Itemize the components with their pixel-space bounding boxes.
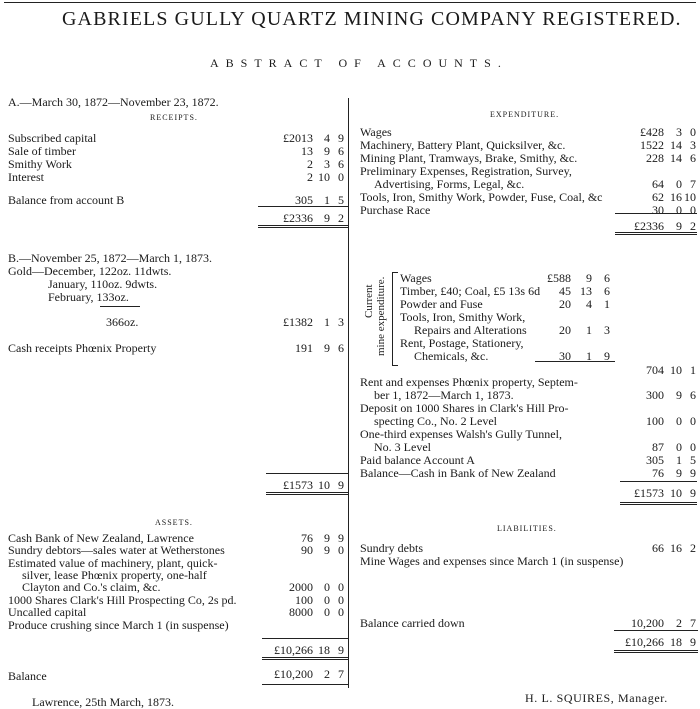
gold-total-oz: 366oz. xyxy=(106,315,139,329)
mine-expenditure-label: mine expenditure. xyxy=(375,276,387,356)
current-mine-label: Wages xyxy=(400,271,432,285)
current-mine-label: Timber, £40; Coal, £5 13s 6d xyxy=(400,284,541,298)
receipt-shillings: 10 xyxy=(318,170,330,184)
current-subtotal-pence: 1 xyxy=(690,363,696,377)
current-mine-pounds: 45 xyxy=(559,284,571,298)
receipt-label: Interest xyxy=(8,170,44,184)
other-exp-label: One-third expenses Walsh's Gully Tunnel, xyxy=(360,427,562,441)
liab-balance-shillings: 2 xyxy=(676,616,682,630)
other-exp-label: Balance—Cash in Bank of New Zealand xyxy=(360,466,556,480)
current-mine-label: Chemicals, &c. xyxy=(414,349,489,363)
footer-rule xyxy=(262,684,348,685)
liab-balance-pounds: 10,200 xyxy=(631,616,664,630)
other-exp-pence: 6 xyxy=(690,388,696,402)
gold-pounds: £1382 xyxy=(283,315,313,329)
other-exp-pence: 0 xyxy=(690,440,696,454)
receipts-total-shillings: 9 xyxy=(324,211,330,225)
b-receipts-total-rule xyxy=(266,473,348,474)
liabilities-total-rule xyxy=(614,630,698,631)
receipt-label: Subscribed capital xyxy=(8,131,97,145)
assets-total-shillings: 18 xyxy=(318,643,330,657)
expenditure-pounds: 64 xyxy=(652,177,664,191)
current-mine-pence: 6 xyxy=(604,284,610,298)
current-mine-label: Powder and Fuse xyxy=(400,297,483,311)
expenditure-total-pence: 2 xyxy=(690,219,696,233)
expenditure-label: Preliminary Expenses, Registration, Survey, xyxy=(360,164,572,178)
other-exp-pounds: 76 xyxy=(652,466,664,480)
asset-label: Sundry debtors—sales water at Wetherstones xyxy=(8,543,225,557)
expenditure-shillings: 14 xyxy=(670,151,682,165)
other-exp-pence: 9 xyxy=(690,466,696,480)
liab-total-shillings: 18 xyxy=(670,635,682,649)
expenditure-shillings: 3 xyxy=(676,125,682,139)
current-mine-shillings: 9 xyxy=(586,271,592,285)
asset-label: Estimated value of machinery, plant, quick- xyxy=(8,556,218,570)
assets-heading: ASSETS. xyxy=(155,518,193,527)
receipts-total-pence: 2 xyxy=(338,211,344,225)
current-mine-label: Repairs and Alterations xyxy=(414,323,527,337)
expenditure-pounds: 1522 xyxy=(640,138,664,152)
expenditure-total-rule xyxy=(615,213,697,214)
asset-pounds: 8000 xyxy=(289,605,313,619)
expb-total-pounds: £1573 xyxy=(634,486,664,500)
expenditure-shillings: 0 xyxy=(676,177,682,191)
expenditure-shillings: 0 xyxy=(676,203,682,217)
asset-pence: 9 xyxy=(338,531,344,545)
expenditure-pounds: 228 xyxy=(646,151,664,165)
other-exp-shillings: 0 xyxy=(676,440,682,454)
asset-label: Clayton and Co.'s claim, &c. xyxy=(22,580,161,594)
expb-total-shillings: 10 xyxy=(670,486,682,500)
current-mine-rule xyxy=(535,361,615,362)
other-exp-shillings: 9 xyxy=(676,466,682,480)
expenditure-pence: 10 xyxy=(684,190,696,204)
other-exp-label: Rent and expenses Phœnix property, Septem- xyxy=(360,375,578,389)
other-exp-label: Paid balance Account A xyxy=(360,453,475,467)
receipt-label: Sale of timber xyxy=(8,144,76,158)
other-exp-label-cont: specting Co., No. 2 Level xyxy=(374,414,497,428)
expenditure-label: Purchase Race xyxy=(360,203,431,217)
receipt-pounds: 13 xyxy=(301,144,313,158)
asset-pounds: 90 xyxy=(301,543,313,557)
asset-label: Cash Bank of New Zealand, Lawrence xyxy=(8,531,194,545)
receipt-label: Smithy Work xyxy=(8,157,72,171)
gold-line-3: February, 133oz. xyxy=(48,290,129,304)
current-mine-pence: 9 xyxy=(604,349,610,363)
asset-pounds: 76 xyxy=(301,531,313,545)
assets-double-rule xyxy=(262,657,348,660)
gold-oz-rule xyxy=(100,306,140,307)
expenditure-shillings: 14 xyxy=(670,138,682,152)
current-subtotal-shillings: 10 xyxy=(670,363,682,377)
current-label: Current xyxy=(363,284,375,318)
expenditure-label: Machinery, Battery Plant, Quicksilver, &c. xyxy=(360,138,566,152)
other-exp-shillings: 0 xyxy=(676,414,682,428)
gold-line-1: Gold—December, 122oz. 11dwts. xyxy=(8,264,172,278)
assets-balance-pounds: £10,200 xyxy=(274,667,313,681)
expenditure-pounds: 62 xyxy=(652,190,664,204)
gold-line-2: January, 110oz. 9dwts. xyxy=(48,277,158,291)
page-title: GABRIELS GULLY QUARTZ MINING COMPANY REGISTERED. xyxy=(62,8,682,30)
receipts-total-pounds: £2336 xyxy=(283,211,313,225)
expenditure-pence: 0 xyxy=(690,203,696,217)
footer-signature: H. L. SQUIRES, Manager. xyxy=(525,691,668,705)
expenditure-pence: 7 xyxy=(690,177,696,191)
receipt-pence: 6 xyxy=(338,144,344,158)
current-mine-pence: 3 xyxy=(604,323,610,337)
asset-label: 1000 Shares Clark's Hill Prospecting Co, 2s pd. xyxy=(8,593,237,607)
receipt-shillings: 1 xyxy=(324,193,330,207)
asset-pounds: 2000 xyxy=(289,580,313,594)
expenditure-label: Tools, Iron, Smithy Work, Powder, Fuse, Coal, &c xyxy=(360,190,603,204)
phoenix-pence: 6 xyxy=(338,341,344,355)
receipt-pence: 6 xyxy=(338,157,344,171)
assets-total-rule xyxy=(262,638,348,639)
receipt-shillings: 9 xyxy=(324,144,330,158)
other-exp-shillings: 1 xyxy=(676,453,682,467)
asset-pence: 0 xyxy=(338,543,344,557)
expenditure-pence: 0 xyxy=(690,125,696,139)
assets-total-pence: 9 xyxy=(338,643,344,657)
asset-shillings: 9 xyxy=(324,543,330,557)
asset-shillings: 0 xyxy=(324,580,330,594)
receipts-double-rule xyxy=(258,225,348,228)
receipt-pence: 0 xyxy=(338,170,344,184)
phoenix-pounds: 191 xyxy=(295,341,313,355)
other-exp-pounds: 300 xyxy=(646,388,664,402)
exp-b-total-rule xyxy=(620,481,697,482)
expenditure-label: Mining Plant, Tramways, Brake, Smithy, &c. xyxy=(360,151,578,165)
receipts-heading: RECEIPTS. xyxy=(150,113,198,122)
other-exp-pence: 0 xyxy=(690,414,696,428)
phoenix-shillings: 9 xyxy=(324,341,330,355)
b-receipts-double-rule xyxy=(266,492,348,495)
asset-pence: 0 xyxy=(338,605,344,619)
expenditure-label: Advertising, Forms, Legal, &c. xyxy=(374,177,525,191)
expenditure-pence: 6 xyxy=(690,151,696,165)
liab-total-pounds: £10,266 xyxy=(625,635,664,649)
expenditure-label: Wages xyxy=(360,125,392,139)
current-mine-bracket xyxy=(392,272,398,366)
other-exp-shillings: 9 xyxy=(676,388,682,402)
asset-shillings: 0 xyxy=(324,593,330,607)
expenditure-pounds: £428 xyxy=(640,125,664,139)
current-mine-shillings: 1 xyxy=(586,349,592,363)
current-mine-pounds: 30 xyxy=(559,349,571,363)
liabilities-heading: LIABILITIES. xyxy=(497,524,557,533)
liability-pounds: 66 xyxy=(652,541,664,555)
asset-label: Uncalled capital xyxy=(8,605,87,619)
current-mine-pounds: £588 xyxy=(547,271,571,285)
expb-total-pence: 9 xyxy=(690,486,696,500)
center-divider xyxy=(348,98,349,688)
expenditure-shillings: 16 xyxy=(670,190,682,204)
exp-b-double-rule xyxy=(620,502,697,505)
assets-balance-shillings: 2 xyxy=(324,667,330,681)
assets-total-pounds: £10,266 xyxy=(274,643,313,657)
asset-label: Produce crushing since March 1 (in suspense) xyxy=(8,618,229,632)
asset-shillings: 9 xyxy=(324,531,330,545)
expenditure-total-pounds: £2336 xyxy=(634,219,664,233)
top-rule xyxy=(4,2,696,3)
current-mine-label: Rent, Postage, Stationery, xyxy=(400,336,524,350)
current-mine-pounds: 20 xyxy=(559,297,571,311)
receipt-pounds: £2013 xyxy=(283,131,313,145)
current-mine-shillings: 1 xyxy=(586,323,592,337)
receipt-pence: 9 xyxy=(338,131,344,145)
b-total-pence: 9 xyxy=(338,478,344,492)
current-mine-shillings: 4 xyxy=(586,297,592,311)
current-mine-shillings: 13 xyxy=(580,284,592,298)
gold-pence: 3 xyxy=(338,315,344,329)
receipt-shillings: 3 xyxy=(324,157,330,171)
expenditure-pounds: 30 xyxy=(652,203,664,217)
asset-shillings: 0 xyxy=(324,605,330,619)
assets-balance-pence: 7 xyxy=(338,667,344,681)
footer-place-date: Lawrence, 25th March, 1873. xyxy=(32,695,174,709)
liability-shillings: 16 xyxy=(670,541,682,555)
current-mine-pence: 1 xyxy=(604,297,610,311)
expenditure-pence: 3 xyxy=(690,138,696,152)
other-exp-label-cont: No. 3 Level xyxy=(374,440,431,454)
current-mine-pence: 6 xyxy=(604,271,610,285)
liab-balance-pence: 7 xyxy=(690,616,696,630)
other-exp-pounds: 100 xyxy=(646,414,664,428)
liab-total-pence: 9 xyxy=(690,635,696,649)
asset-pence: 0 xyxy=(338,580,344,594)
receipts-total-rule xyxy=(258,206,348,207)
other-exp-label-cont: ber 1, 1872—March 1, 1873. xyxy=(374,388,514,402)
receipt-pounds: 2 xyxy=(307,157,313,171)
liability-label: Mine Wages and expenses since March 1 (in suspense) xyxy=(360,554,624,568)
asset-pence: 0 xyxy=(338,593,344,607)
section-b-heading: B.—November 25, 1872—March 1, 1873. xyxy=(8,251,212,265)
expenditure-double-rule xyxy=(615,232,697,235)
other-exp-pence: 5 xyxy=(690,453,696,467)
asset-pounds: 100 xyxy=(295,593,313,607)
section-a-heading: A.—March 30, 1872—November 23, 1872. xyxy=(8,95,219,109)
receipt-pounds: 2 xyxy=(307,170,313,184)
phoenix-receipts-label: Cash receipts Phœnix Property xyxy=(8,341,157,355)
liabilities-double-rule xyxy=(614,650,698,653)
other-exp-pounds: 87 xyxy=(652,440,664,454)
b-total-shillings: 10 xyxy=(318,478,330,492)
current-mine-label: Tools, Iron, Smithy Work, xyxy=(400,310,526,324)
current-mine-pounds: 20 xyxy=(559,323,571,337)
asset-label: silver, lease Phœnix property, one-half xyxy=(22,568,207,582)
receipt-pounds: 305 xyxy=(295,193,313,207)
receipt-pence: 5 xyxy=(338,193,344,207)
current-subtotal-pounds: 704 xyxy=(646,363,664,377)
other-exp-pounds: 305 xyxy=(646,453,664,467)
expenditure-total-shillings: 9 xyxy=(676,219,682,233)
assets-balance-label: Balance xyxy=(8,669,47,683)
gold-shillings: 1 xyxy=(324,315,330,329)
liabilities-balance-label: Balance carried down xyxy=(360,616,465,630)
page-subtitle: ABSTRACT OF ACCOUNTS. xyxy=(210,56,508,70)
receipt-label: Balance from account B xyxy=(8,193,125,207)
receipt-shillings: 4 xyxy=(324,131,330,145)
expenditure-heading: EXPENDITURE. xyxy=(490,110,560,119)
other-exp-label: Deposit on 1000 Shares in Clark's Hill Pro- xyxy=(360,401,569,415)
b-total-pounds: £1573 xyxy=(283,478,313,492)
liability-pence: 2 xyxy=(690,541,696,555)
liability-label: Sundry debts xyxy=(360,541,423,555)
